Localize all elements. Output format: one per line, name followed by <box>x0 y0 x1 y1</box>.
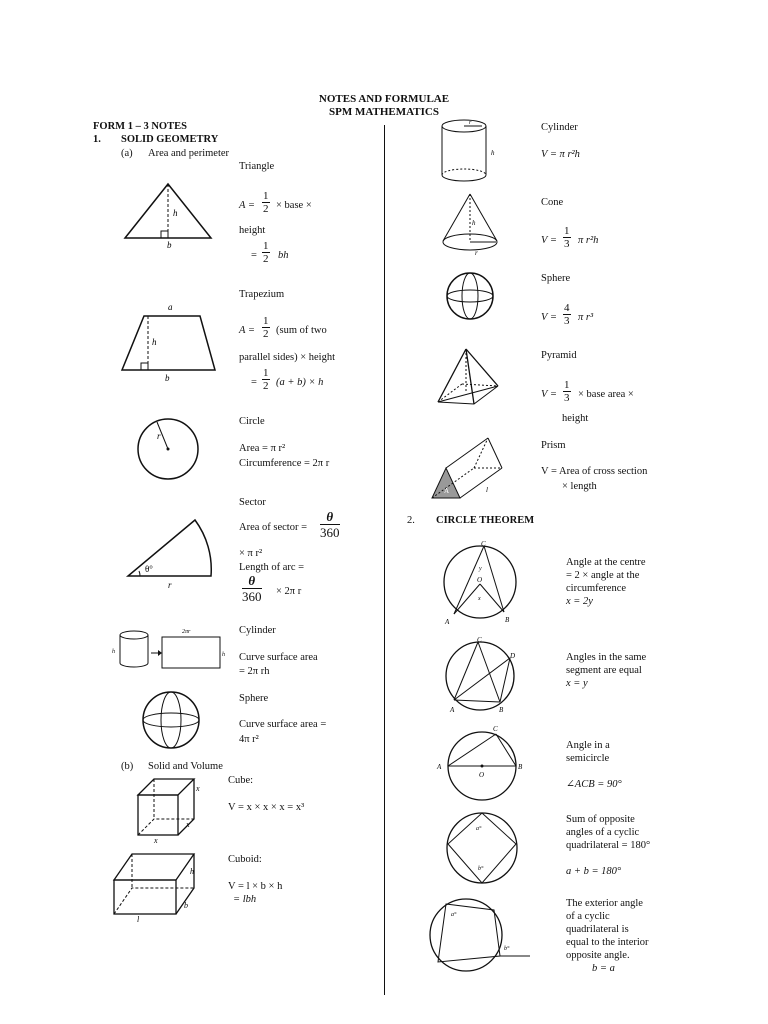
theorem-5-line-2: of a cyclic <box>566 911 610 922</box>
form-heading: FORM 1 – 3 NOTES <box>93 121 187 132</box>
cylinder-formula: V = π r²h <box>541 149 580 160</box>
sector-figure <box>122 514 222 594</box>
sector-arc-post: × 2π r <box>276 586 302 597</box>
theorem-2-line-3: x = y <box>566 678 588 689</box>
theorem-4-figure <box>442 808 522 888</box>
subsection-b-title: Solid and Volume <box>148 761 223 772</box>
trapezium-formula-a: A = <box>239 325 255 336</box>
trapezium-name: Trapezium <box>239 289 285 300</box>
svg-text:A: A <box>437 763 442 771</box>
theorem-5-line-6: b = a <box>592 963 615 974</box>
sphere-area-name: Sphere <box>239 693 269 704</box>
triangle-formula-bh: bh <box>278 250 289 261</box>
svg-text:O: O <box>479 771 485 779</box>
theorem-1-line-4: x = 2y <box>566 596 593 607</box>
svg-text:A: A <box>445 618 450 626</box>
cone-formula-post: π r²h <box>578 235 599 246</box>
cylinder-name: Cylinder <box>541 122 578 133</box>
sector-area-cont: × π r² <box>239 548 263 559</box>
sector-r-label: r <box>168 580 172 590</box>
trapezium-formula-ab: (a + b) × h <box>276 377 324 388</box>
trapezium-b-label: b <box>165 373 170 383</box>
prism-figure <box>430 434 526 504</box>
sphere-frac: $\frac{4}{3}$ <box>564 302 570 327</box>
trapezium-a-label: a <box>168 302 173 312</box>
theorem-3-line-2: semicircle <box>566 753 610 764</box>
svg-text:y: y <box>479 566 482 572</box>
cone-formula-pre: V = <box>541 235 557 246</box>
cube-figure <box>130 775 210 845</box>
svg-text:b°: b° <box>504 946 510 952</box>
cylinder-area-line2: = 2π rh <box>239 666 270 677</box>
prism-a-label: A <box>444 487 450 495</box>
pyramid-figure <box>434 346 504 411</box>
cuboid-l-label: l <box>137 915 140 924</box>
triangle-frac-1: $\frac{1}{2}$ <box>263 190 269 215</box>
sphere-formula-post: π r³ <box>578 312 594 323</box>
circle-r-label: r <box>157 431 161 441</box>
theorem-4-line-2: angles of a cyclic <box>566 827 640 838</box>
cone-h-label: h <box>472 219 476 227</box>
trapezium-formula-eq: = <box>251 377 257 388</box>
theorem-5-line-3: quadrilateral is <box>566 924 629 935</box>
trapezium-figure <box>118 300 218 385</box>
cuboid-formula-2: = lbh <box>233 894 257 905</box>
svg-text:B: B <box>505 616 510 624</box>
cylinder-net-h-label: h <box>222 652 225 658</box>
section-2-number: 2. <box>407 515 415 526</box>
pyramid-name: Pyramid <box>541 350 577 361</box>
cylinder-area-line1: Curve surface area <box>239 652 318 663</box>
circle-circumference: Circumference = 2π r <box>239 458 330 469</box>
sphere-figure <box>444 270 496 322</box>
subsection-a-title: Area and perimeter <box>148 148 230 159</box>
subsection-b-label: (b) <box>121 761 134 772</box>
prism-formula-2: × length <box>562 481 597 492</box>
trapezium-formula-post: (sum of two <box>276 325 327 336</box>
svg-text:C: C <box>481 540 486 548</box>
triangle-frac-2: $\frac{1}{2}$ <box>263 240 269 265</box>
theorem-1-figure <box>440 538 520 624</box>
theorem-4-line-4: a + b = 180° <box>566 866 622 877</box>
theorem-4-line-3: quadrilateral = 180° <box>566 840 651 851</box>
subsection-a-label: (a) <box>121 148 133 159</box>
cone-frac: $\frac{1}{3}$ <box>564 225 570 250</box>
section-1-title: SOLID GEOMETRY <box>121 134 219 145</box>
cylinder-net-h-small: h <box>112 649 115 655</box>
cube-x-label-3: x <box>154 836 158 845</box>
theorem-3-line-1: Angle in a <box>566 740 610 751</box>
column-divider <box>384 125 385 995</box>
sphere-area-line2: 4π r² <box>239 734 259 745</box>
theorem-3-line-3: ∠ACB = 90° <box>566 779 622 790</box>
sphere-formula-pre: V = <box>541 312 557 323</box>
svg-text:C: C <box>477 636 482 644</box>
svg-text:b°: b° <box>478 866 484 872</box>
triangle-formula-cont: height <box>239 225 266 236</box>
theorem-2-line-1: Angles in the same <box>566 652 647 663</box>
svg-text:A: A <box>450 706 455 714</box>
cylinder-net-figure <box>110 626 232 676</box>
svg-text:B: B <box>499 706 504 714</box>
cylinder-r-label: r <box>469 120 472 126</box>
triangle-formula-post: × base × <box>276 200 312 211</box>
trapezium-frac-2: $\frac{1}{2}$ <box>263 367 269 392</box>
cube-formula: V = x × x × x = x³ <box>228 802 305 813</box>
theorem-1-line-2: = 2 × angle at the <box>566 570 640 581</box>
cuboid-name: Cuboid: <box>228 854 262 865</box>
section-2-title: CIRCLE THEOREM <box>436 515 535 526</box>
cone-r-label: r <box>475 249 478 257</box>
triangle-b-label: b <box>167 240 172 250</box>
page-subtitle: SPM MATHEMATICS <box>329 106 439 118</box>
sphere-area-line1: Curve surface area = <box>239 719 327 730</box>
triangle-name: Triangle <box>239 161 275 172</box>
sector-frac-2: $\frac{\theta}{360}$ <box>242 573 262 604</box>
cuboid-b-label: b <box>184 901 188 910</box>
cylinder-net-2pr-label: 2πr <box>182 629 191 635</box>
page-title: NOTES AND FORMULAE <box>318 93 450 105</box>
theorem-4-line-1: Sum of opposite <box>566 814 635 825</box>
theorem-1-line-3: circumference <box>566 583 627 594</box>
theorem-1-line-1: Angle at the centre <box>566 557 646 568</box>
svg-text:C: C <box>493 725 498 733</box>
triangle-figure <box>120 180 220 252</box>
svg-text:a°: a° <box>476 826 482 832</box>
cube-x-label-1: x <box>196 784 200 793</box>
cone-figure <box>438 191 502 261</box>
sector-arc-pre: Length of arc = <box>239 562 305 573</box>
theorem-5-figure <box>428 896 532 978</box>
sphere-area-figure <box>140 690 202 750</box>
svg-text:B: B <box>518 763 523 771</box>
cone-name: Cone <box>541 197 564 208</box>
sector-frac-1: $\frac{\theta}{360}$ <box>320 509 340 540</box>
cylinder-area-name: Cylinder <box>239 625 276 636</box>
section-1-number: 1. <box>93 134 101 145</box>
cuboid-formula: V = l × b × h <box>228 881 283 892</box>
svg-text:D: D <box>510 652 516 660</box>
triangle-formula-a: A = <box>239 200 255 211</box>
cylinder-figure <box>438 117 498 185</box>
pyramid-formula-cont: height <box>562 413 589 424</box>
circle-name: Circle <box>239 416 265 427</box>
cuboid-figure <box>110 850 210 922</box>
trapezium-frac-1: $\frac{1}{2}$ <box>263 315 269 340</box>
triangle-h-label: h <box>173 208 178 218</box>
sphere-name: Sphere <box>541 273 571 284</box>
prism-l-label: l <box>486 486 488 494</box>
prism-formula-1: V = Area of cross section <box>541 466 648 477</box>
pyramid-frac: $\frac{1}{3}$ <box>564 379 570 404</box>
theorem-2-line-2: segment are equal <box>566 665 642 676</box>
sector-area-pre: Area of sector = <box>239 522 308 533</box>
pyramid-formula-post: × base area × <box>578 389 634 400</box>
cylinder-h-label: h <box>491 149 495 157</box>
circle-figure <box>136 417 200 481</box>
cuboid-h-label: h <box>190 867 194 876</box>
pyramid-formula-pre: V = <box>541 389 557 400</box>
theorem-2-figure <box>440 634 520 716</box>
theorem-5-line-5: opposite angle. <box>566 950 630 961</box>
trapezium-formula-cont: parallel sides) × height <box>239 352 336 363</box>
trapezium-h-label: h <box>152 337 157 347</box>
theorem-5-line-1: The exterior angle <box>566 898 643 909</box>
sector-name: Sector <box>239 497 266 508</box>
svg-text:O: O <box>477 576 483 584</box>
circle-area: Area = π r² <box>239 443 286 454</box>
svg-text:a°: a° <box>451 912 457 918</box>
cube-x-label-2: x <box>186 820 190 829</box>
svg-text:x: x <box>478 596 481 602</box>
cube-name: Cube: <box>228 775 254 786</box>
triangle-formula-eq: = <box>251 250 257 261</box>
sector-theta-label: θ° <box>145 564 153 574</box>
theorem-3-figure <box>436 725 528 805</box>
prism-name: Prism <box>541 440 566 451</box>
theorem-5-line-4: equal to the interior <box>566 937 649 948</box>
